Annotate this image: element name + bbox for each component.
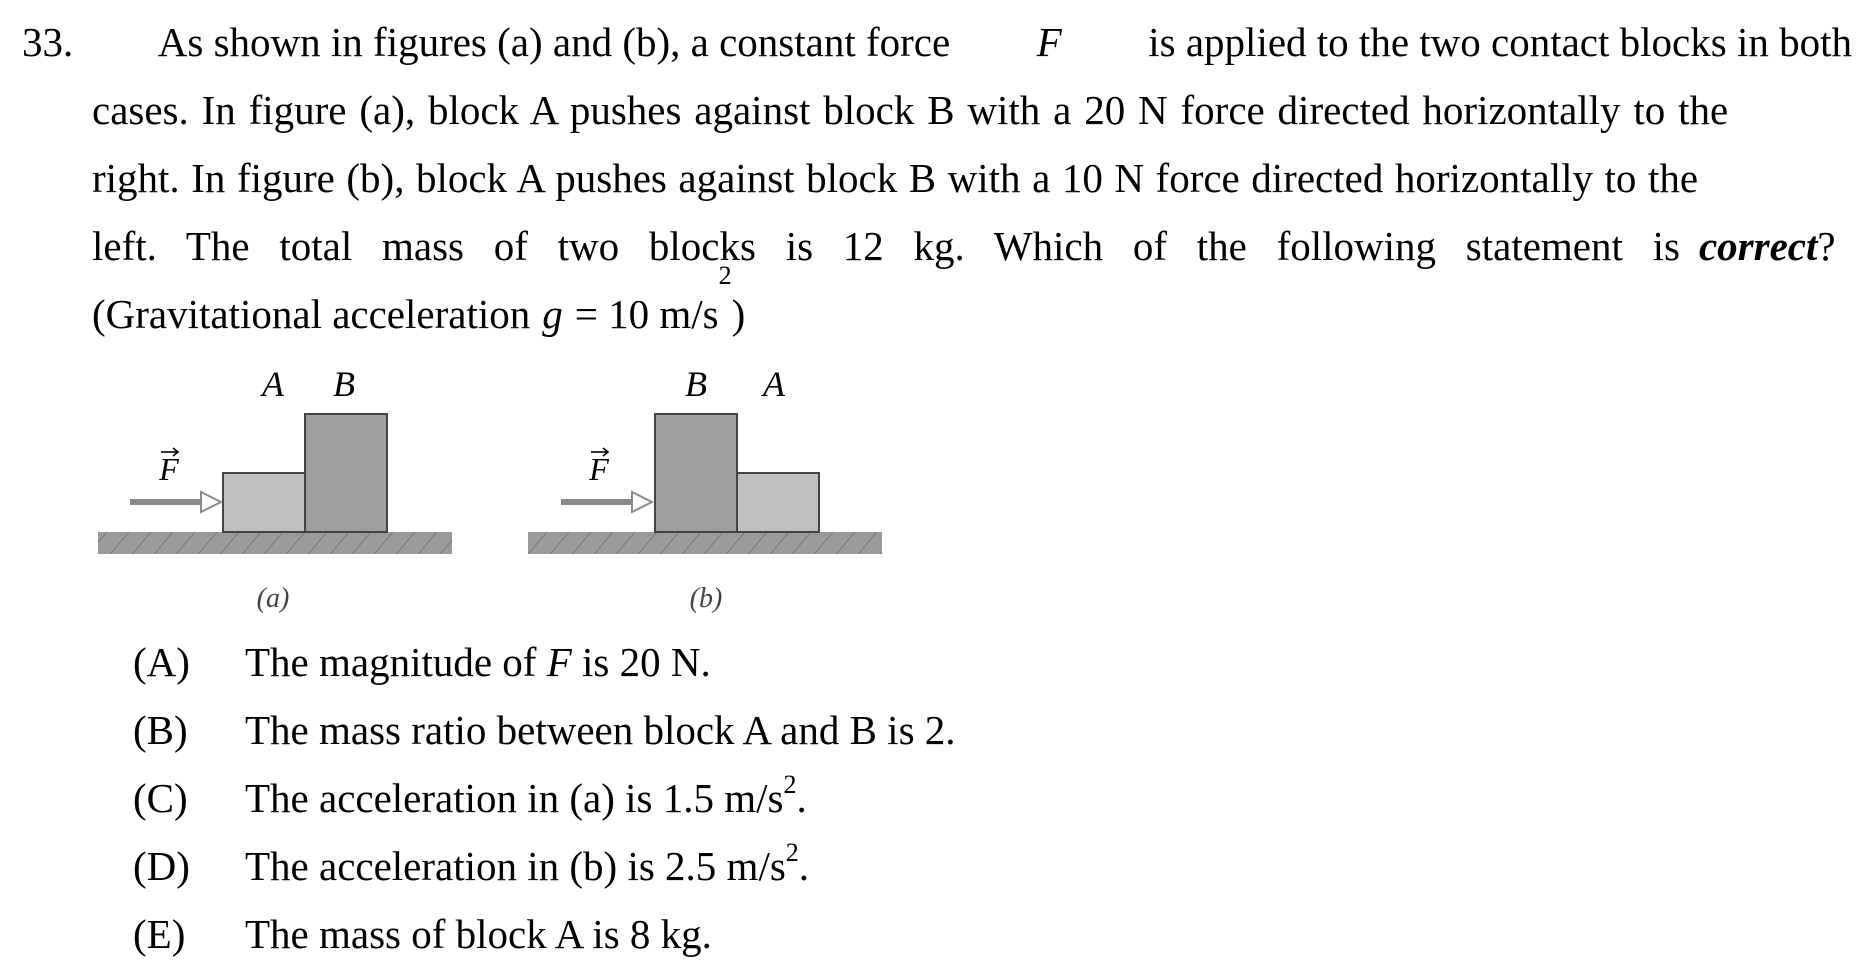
option-text: The mass ratio between block A and B is 2. bbox=[245, 707, 956, 753]
force-arrow-head-a bbox=[201, 492, 221, 512]
option-b[interactable] bbox=[133, 696, 956, 764]
block-label-b-left: B bbox=[685, 364, 707, 404]
caption-b: (b) bbox=[689, 583, 723, 614]
question-line-4 bbox=[92, 212, 1852, 280]
ground-a-hatch bbox=[98, 532, 452, 554]
blocks-figure-svg bbox=[95, 362, 895, 622]
figure-a bbox=[98, 364, 452, 614]
tall-block-a bbox=[305, 414, 387, 532]
figure-b bbox=[528, 364, 882, 614]
force-variable: F bbox=[1036, 19, 1062, 65]
option-text: The mass of block A is 8 kg. bbox=[245, 911, 712, 957]
option-text bbox=[245, 832, 809, 900]
option-tail: . bbox=[796, 775, 807, 821]
option-letter: (A) bbox=[133, 639, 190, 685]
question-line-5-before: (Gravitational acceleration bbox=[92, 291, 531, 337]
question-line-2-text: cases. In figure (a), block A pushes against block B with a 20 N force directed horizontally to the bbox=[92, 87, 1729, 133]
question-line-1-after: is applied to the two contact blocks in both bbox=[1148, 19, 1852, 65]
option-c[interactable] bbox=[133, 764, 956, 832]
block-label-a-right: B bbox=[333, 364, 355, 404]
question-line-1-before: As shown in figures (a) and (b), a constant force bbox=[157, 19, 951, 65]
answer-options bbox=[133, 628, 956, 968]
option-e[interactable] bbox=[133, 900, 956, 968]
question-line-1 bbox=[22, 8, 1852, 76]
question-line-4-before: left. The total mass of two blocks is 12 kg. Which of the following statement is bbox=[92, 223, 1680, 269]
correct-emphasis: correct bbox=[1698, 223, 1818, 269]
gravity-variable: g bbox=[542, 291, 563, 337]
question-line-4-after: ? bbox=[1817, 223, 1836, 269]
option-text-before: The acceleration in (b) is 2.5 m/s bbox=[245, 843, 786, 889]
option-letter: (D) bbox=[133, 843, 190, 889]
question-number: 33. bbox=[22, 19, 74, 65]
option-exponent: 2 bbox=[783, 770, 797, 800]
block-label-b-right: A bbox=[763, 364, 785, 404]
question-line-2 bbox=[92, 76, 1852, 144]
question-line-5-after: ) bbox=[731, 291, 746, 337]
force-label-b: F bbox=[589, 451, 609, 487]
option-tail: . bbox=[798, 843, 810, 889]
short-block-a bbox=[223, 473, 305, 532]
question-line-3-text: right. In figure (b), block A pushes against block B with a 10 N force directed horizontally to the bbox=[92, 155, 1699, 201]
gravity-value: = 10 m/s bbox=[574, 291, 719, 337]
option-a[interactable] bbox=[133, 628, 956, 696]
ground-b-hatch bbox=[528, 532, 882, 554]
question bbox=[22, 8, 1852, 348]
option-exponent: 2 bbox=[785, 838, 799, 868]
option-text-before: The magnitude of bbox=[245, 639, 547, 685]
caption-a: (a) bbox=[256, 583, 290, 614]
option-letter: (B) bbox=[133, 707, 188, 753]
option-text bbox=[245, 764, 807, 832]
question-line-5 bbox=[92, 261, 1852, 348]
option-force-variable: F bbox=[546, 639, 572, 685]
option-text bbox=[245, 628, 711, 696]
gravity-exponent: 2 bbox=[718, 261, 732, 290]
option-text-before: The acceleration in (a) is 1.5 m/s bbox=[245, 775, 784, 821]
question-line-3 bbox=[92, 144, 1852, 212]
option-d[interactable] bbox=[133, 832, 956, 900]
tall-block-b bbox=[655, 414, 737, 532]
block-label-a-left: A bbox=[262, 364, 284, 404]
option-letter: (E) bbox=[133, 911, 186, 957]
option-letter: (C) bbox=[133, 775, 188, 821]
short-block-b bbox=[737, 473, 819, 532]
force-label-a: F bbox=[159, 451, 179, 487]
force-arrow-head-b bbox=[632, 492, 652, 512]
option-text-after: is 20 N. bbox=[571, 639, 711, 685]
blocks-figure bbox=[95, 362, 895, 622]
